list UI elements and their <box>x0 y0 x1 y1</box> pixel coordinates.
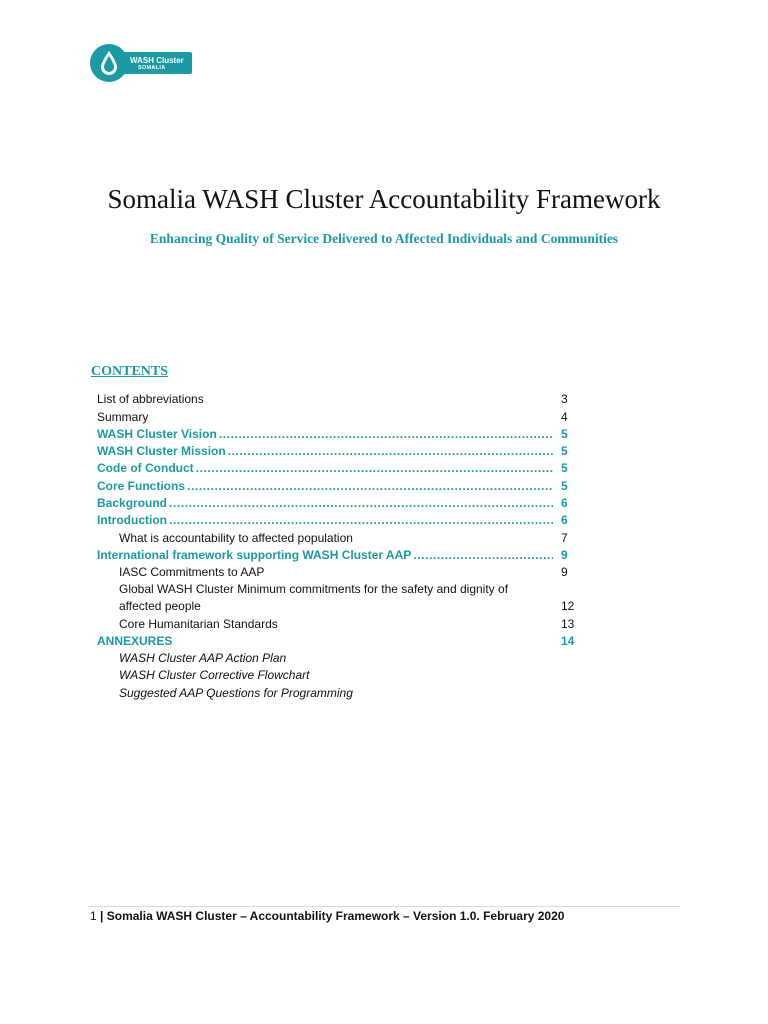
toc-entry[interactable] <box>97 547 575 564</box>
logo-line1: WASH Cluster <box>130 55 184 65</box>
toc-entry[interactable] <box>97 408 575 425</box>
toc-entry-label: Summary <box>97 409 149 424</box>
document-title: Somalia WASH Cluster Accountability Framework <box>107 184 661 214</box>
toc-entry[interactable] <box>97 426 575 443</box>
toc-entry[interactable] <box>97 684 575 701</box>
toc-leader-dots <box>187 478 553 495</box>
toc-entry[interactable] <box>97 391 575 408</box>
toc-entry-page: 4 <box>561 409 568 424</box>
toc-entry[interactable] <box>97 512 575 529</box>
toc-entry-page: 5 <box>561 444 568 459</box>
toc-entry-label: List of abbreviations <box>97 392 204 407</box>
toc-entry-label: Suggested AAP Questions for Programming <box>119 685 353 700</box>
water-drop-icon <box>90 44 128 82</box>
toc-entry-page: 13 <box>561 616 575 631</box>
toc-entry-label: Core Functions <box>97 478 186 493</box>
toc-entry[interactable] <box>97 495 575 512</box>
toc-entry-label: What is accountability to affected population <box>119 530 353 545</box>
toc-entry-label: Global WASH Cluster Minimum commitments for the safety and dignity of affected people <box>119 582 509 614</box>
toc-leader-dots <box>219 426 553 443</box>
toc-entry-label: WASH Cluster Vision <box>97 426 217 441</box>
toc-entry-label: Code of Conduct <box>97 461 194 476</box>
wash-cluster-logo <box>90 44 192 82</box>
toc-entry[interactable] <box>97 615 575 632</box>
toc-entry-label: International framework supporting WASH Cluster AAP <box>97 547 412 562</box>
toc-entry-label: IASC Commitments to AAP <box>119 565 265 580</box>
toc-leader-dots <box>413 547 553 564</box>
toc-entry-label: WASH Cluster Corrective Flowchart <box>119 668 310 683</box>
toc-entry-page: 7 <box>561 530 568 545</box>
toc-entry[interactable] <box>97 443 575 460</box>
toc-entry-page: 5 <box>561 461 568 476</box>
toc-entry-page: 12 <box>561 599 575 614</box>
logo-line2: SOMALIA <box>138 64 166 71</box>
toc-entry-page: 6 <box>561 513 568 528</box>
toc-entry-label: Background <box>97 496 168 511</box>
toc-leader-dots <box>228 443 553 460</box>
footer-text: Somalia WASH Cluster – Accountability Framework – Version 1.0. February 2020 <box>106 909 565 923</box>
document-subtitle: Enhancing Quality of Service Delivered to Affected Individuals and Communities <box>149 231 619 246</box>
toc-entry-label: WASH Cluster Mission <box>97 444 226 459</box>
page-footer <box>90 909 564 923</box>
toc-entry[interactable] <box>97 667 575 684</box>
toc-entry[interactable] <box>97 581 575 615</box>
toc-entry-label: Core Humanitarian Standards <box>119 616 278 631</box>
toc-entry[interactable] <box>97 529 575 546</box>
footer-page-number: 1 <box>90 909 97 923</box>
toc-entry[interactable] <box>97 460 575 477</box>
toc-leader-dots <box>196 460 553 477</box>
toc-entry[interactable] <box>97 650 575 667</box>
footer-divider <box>88 906 680 907</box>
toc-entry-label: ANNEXURES <box>97 633 173 648</box>
toc-entry[interactable] <box>97 477 575 494</box>
toc-leader-dots <box>169 495 553 512</box>
toc-entry-label: WASH Cluster AAP Action Plan <box>119 651 287 666</box>
toc-entry-page: 3 <box>561 392 568 407</box>
table-of-contents <box>97 391 575 702</box>
contents-heading: CONTENTS <box>91 364 169 379</box>
toc-entry[interactable] <box>97 564 575 581</box>
toc-entry-page: 6 <box>561 496 568 511</box>
toc-entry-page: 9 <box>561 547 568 562</box>
toc-entry-page: 9 <box>561 565 568 580</box>
footer-separator: | <box>100 909 104 923</box>
toc-entry-label: Introduction <box>97 513 167 528</box>
toc-entry-page: 5 <box>561 478 568 493</box>
toc-entry-page: 5 <box>561 426 568 441</box>
toc-entry[interactable] <box>97 633 575 650</box>
toc-leader-dots <box>169 512 553 529</box>
toc-entry-page: 14 <box>561 633 575 648</box>
